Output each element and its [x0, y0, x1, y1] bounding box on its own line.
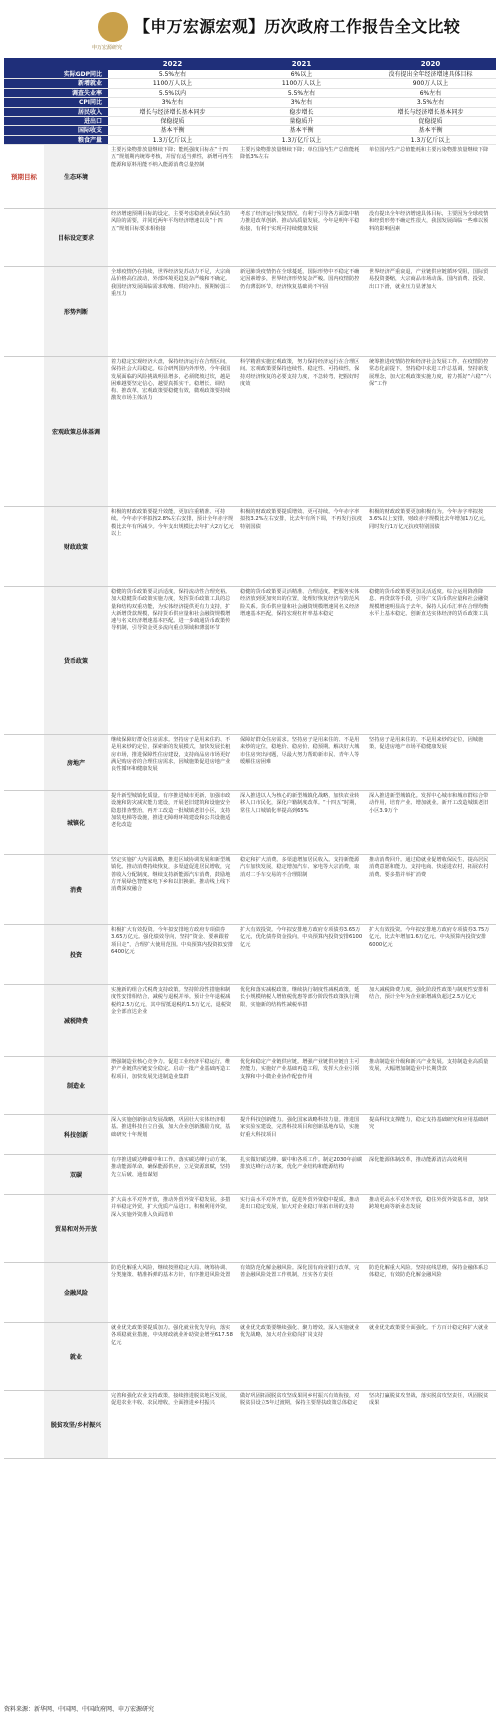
logo-text: 申万宏源研究 [92, 45, 123, 51]
section-topic: 城镇化 [44, 791, 108, 854]
indicator-label: CPI同比 [4, 98, 108, 106]
policy-text-2020: 统筹推进疫情防控和经济社会发展工作，在疫情防控常态化前提下，坚持稳中求进工作总基调，坚持新发展理念，加大宏观政策实施力度，着力抓好“六稳”“六保”工作 [369, 359, 492, 387]
section-row [4, 855, 496, 925]
policy-text-2021: 做好巩固拓展脱贫攻坚成果同乡村振兴有效衔接，对脱贫县设立5年过渡期，保持主要帮扶政策总体稳定 [240, 1393, 360, 1407]
policy-text-2021: 实行高水平对外开放，促进外贸外资稳中提质。推动进出口稳定发展，加大对企业稳订单拓市场的支持 [240, 1197, 360, 1211]
policy-text-2020: 防范化解重大风险。坚持底线思维，保持金融体系总体稳定，有效防范化解金融风险 [369, 1265, 489, 1279]
section-row [4, 1391, 496, 1459]
policy-text-2022: 实施新的组合式税费支持政策。坚持阶段性措施和制度性安排相结合，减税与退税并举。预计全年退税减税约2.5万亿元，其中留抵退税约1.5万亿元，退税资金全部直达企业 [111, 987, 232, 1015]
section-topic: 宏观政策总体基调 [44, 357, 108, 506]
section-row [4, 587, 496, 735]
section-row [4, 1155, 496, 1195]
indicator-value: 1.3万亿斤以上 [152, 136, 193, 144]
year-2021: 2021 [291, 60, 312, 68]
policy-text-2020: 就业优先政策要全面强化。千方百计稳定和扩大就业 [369, 1325, 489, 1332]
policy-text-2022: 增强制造业核心竞争力。促进工业经济平稳运行，维护产业链供应链安全稳定。启动一批产业基础再造工程项目，加快发展先进制造业集群 [111, 1059, 231, 1080]
policy-text-2020: 坚决打赢脱贫攻坚战，落实脱贫攻坚责任，巩固脱贫成果 [369, 1393, 489, 1407]
policy-text-2021: 保障好群众住房需求。坚持房子是用来住的、不是用来炒的定位，稳地价、稳房价、稳预期。解决好大城市住房突出问题，尽最大努力帮助新市民、青年人等缓解住房困难 [240, 737, 360, 765]
section-topic: 形势判断 [44, 267, 108, 356]
policy-text-2021: 积极的财政政策要提质增效、更可持续。今年赤字率拟按3.2%左右安排，比去年有所下调，不再发行抗疫特别国债 [240, 509, 363, 530]
policy-text-2020: 推动消费回升。通过稳就业促增收保民生，提高居民消费意愿和能力。支持电商、快递进农村，拓展农村消费。要多措并举扩消费 [369, 857, 489, 878]
section-row [4, 985, 496, 1057]
section-category [4, 587, 44, 734]
section-row [4, 1115, 496, 1155]
section-topic: 房地产 [44, 735, 108, 790]
key-indicators [4, 70, 496, 145]
policy-text-2021: 新冠肺炎疫情仍在全球蔓延，国际形势中不稳定不确定因素增多，世界经济形势复杂严峻。国内疫情防控仍有薄弱环节，经济恢复基础尚不牢固 [240, 269, 360, 290]
section-topic: 消费 [44, 855, 108, 924]
policy-text-2021: 考虑了经济运行恢复情况，有利于引导各方面集中精力推进改革创新、推动高质量发展。今年是明年平稳衔接，有利于实现可持续健康发展 [240, 211, 360, 232]
section-category [4, 507, 44, 586]
year-header-row [4, 58, 496, 70]
indicator-value: 1100万人以上 [152, 80, 193, 88]
section-category [4, 357, 44, 506]
policy-text-2020: 稳健的货币政策要更加灵活适度。综合运用降准降息、再贷款等手段，引导广义货币供应量和社会融资规模增速明显高于去年。保持人民币汇率在合理均衡水平上基本稳定。创新直达实体经济的货币政策工具 [369, 589, 489, 617]
policy-text-2020: 提高科技支撑能力，稳定支持基础研究和应用基础研究 [369, 1117, 489, 1131]
policy-text-2021: 深入推进以人为核心的新型城镇化战略，加快农业转移人口市民化，深化户籍制度改革。“十四五”时期，常住人口城镇化率提高到65% [240, 793, 360, 814]
indicator-value: 3%左右 [290, 99, 313, 107]
section-row [4, 1263, 496, 1323]
indicator-value: 3.5%左右 [416, 99, 445, 107]
policy-text-2022: 就业优先政策要提质加力。强化就业优先导向，落实各项稳就业措施，中央财政就业补助资金增至617.58亿元 [111, 1325, 233, 1346]
company-logo [98, 12, 128, 42]
section-row [4, 925, 496, 985]
indicator-value: 6%以上 [290, 71, 313, 78]
indicator-value: 3%左右 [161, 99, 184, 107]
section-row [4, 1057, 496, 1115]
section-row [4, 1195, 496, 1263]
section-topic: 双碳 [44, 1155, 108, 1194]
policy-text-2021: 优化和落实减税政策。继续执行制度性减税政策，延长小规模纳税人增值税优惠等部分阶段性政策执行期限，实施新的结构性减税举措 [240, 987, 360, 1008]
indicator-value: 没有提出全年经济增速具体目标 [388, 71, 473, 78]
policy-text-2022: 全球疫情仍在持续，世界经济复苏动力不足，大宗商品价格高位波动，外部环境更趋复杂严峻和不确定。我国经济发展面临需求收缩、供给冲击、预期转弱三重压力 [111, 269, 231, 297]
policy-text-2020: 没有提出全年经济增速具体目标，主要因为全球疫情和经贸形势不确定性很大，我国发展面临一些难以预料的影响因素 [369, 211, 489, 232]
section-topic: 货币政策 [44, 587, 108, 734]
section-row [4, 209, 496, 267]
indicator-value: 基本平衡 [418, 127, 443, 135]
indicator-label: 新增就业 [4, 79, 108, 87]
indicator-value: 5.5%以内 [158, 89, 187, 97]
policy-text-2022: 深入实施创新驱动发展战略，巩固壮大实体经济根基。推进科技自立自强，加大企业创新激励力度，基础研究十年规划 [111, 1117, 231, 1138]
section-category [4, 735, 44, 790]
policy-text-2022: 坚定实施扩大内需战略，推进区域协调发展和新型城镇化。推动消费持续恢复，多渠道促进居民增收，完善收入分配制度。继续支持新能源汽车消费，鼓励地方开展绿色智能家电下乡和以旧换新。推动线上线下消费深度融合 [111, 857, 231, 892]
indicator-value: 900万人以上 [412, 80, 449, 88]
section-row [4, 735, 496, 791]
indicator-value: 基本平衡 [289, 127, 314, 135]
indicator-label: 调查失业率 [4, 89, 108, 97]
section-topic: 制造业 [44, 1057, 108, 1114]
indicator-value: 5.5%左右 [287, 89, 316, 97]
indicator-row [4, 79, 496, 88]
section-topic: 生态环境 [44, 145, 108, 208]
section-category [4, 1195, 44, 1262]
indicator-value: 促稳提质 [418, 117, 443, 125]
section-category [4, 855, 44, 924]
section-category [4, 267, 44, 356]
policy-text-2022: 着力稳定宏观经济大盘，保持经济运行在合理区间，保持社会大局稳定。综合研判国内外形势，今年我国发展面临的风险挑战明显增多，必须爬坡过坎，越是困难越要坚定信心，越要真抓实干。稳增长、调结构、推改革，宏观政策要稳健有效，微观政策要持续激发市场主体活力 [111, 359, 231, 402]
section-topic: 财政政策 [44, 507, 108, 586]
section-category: 预期目标 [11, 173, 37, 182]
policy-text-2021: 扎实做好碳达峰、碳中和各项工作。制定2030年前碳排放达峰行动方案。优化产业结构和能源结构 [240, 1157, 363, 1171]
indicator-value: 5.5%左右 [158, 71, 187, 78]
indicator-value: 6%左右 [419, 89, 442, 97]
section-topic: 投资 [44, 925, 108, 984]
indicator-value: 基本平衡 [160, 127, 185, 135]
indicator-row [4, 89, 496, 98]
section-topic: 就业 [44, 1323, 108, 1390]
policy-text-2022: 主要污染物排放量继续下降；能耗强度目标在“十四五”规划期内统筹考核，并留有适当弹性，新增可再生能源和原料用能不纳入能源消费总量控制 [111, 147, 234, 168]
indicator-label: 实际GDP同比 [4, 70, 108, 78]
indicator-row [4, 126, 496, 135]
policy-text-2020: 推动更高水平对外开放，稳住外贸外资基本盘，加快跨境电商等新业态发展 [369, 1197, 489, 1211]
policy-text-2022: 积极的财政政策要提升效能，更加注重精准、可持续。今年赤字率拟按2.8%左右安排，预计全年赤字规模比去年有所减少。今年支出规模比去年扩大2万亿元以上 [111, 509, 234, 537]
section-category [4, 209, 44, 266]
section-category [4, 985, 44, 1056]
policy-text-2022: 继续保障好群众住房需求。坚持房子是用来住的、不是用来炒的定位，探索新的发展模式，加快发展长租房市场，推进保障性住房建设，支持商品房市场更好满足购房者的合理住房需求，因城施策促进房地产业良性循环和健康发展 [111, 737, 231, 772]
section-row [4, 267, 496, 357]
section-category [4, 1263, 44, 1322]
policy-text-2022: 防范化解重大风险，继续按照稳定大局、统筹协调、分类施策、精准拆弹的基本方针，有序推进风险处置 [111, 1265, 231, 1279]
section-topic: 贸易和对外开放 [44, 1195, 108, 1262]
policy-text-2021: 有效防范化解金融风险。深化国有商业银行改革，完善金融风险处置工作机制，压实各方责任 [240, 1265, 360, 1279]
indicator-label: 进出口 [4, 117, 108, 125]
policy-text-2022: 积极扩大有效投资。今年拟安排地方政府专项债券3.65万亿元。强化绩效导向，坚持“资金、要素跟着项目走”，合理扩大使用范围。中央预算内投资拟安排6400亿元 [111, 927, 234, 955]
indicator-value: 1.3万亿斤以上 [410, 136, 451, 144]
section-category [4, 1057, 44, 1114]
policy-text-2020: 积极的财政政策要更加积极有为。今年赤字率拟按3.6%以上安排，财政赤字规模比去年增加1万亿元，同时发行1万亿元抗疫特别国债 [369, 509, 490, 530]
indicator-label: 粮食产量 [4, 136, 108, 144]
section-category [4, 925, 44, 984]
policy-text-2021: 稳定和扩大消费。多渠道增加居民收入。支持新能源汽车加快发展，稳定增加汽车、家电等大宗消费，取消对二手车交易的不合理限制 [240, 857, 360, 878]
policy-text-2020: 深化能源体制改革，推动能源清洁高效利用 [369, 1157, 468, 1164]
indicator-value: 量稳质升 [289, 117, 314, 125]
policy-text-2022: 完善和强化农业支持政策，接续推进脱贫地区发展，促进农业丰收、农民增收，全面推进乡村振兴 [111, 1393, 231, 1407]
policy-text-2020: 坚持房子是用来住的、不是用来炒的定位，因城施策，促进房地产市场平稳健康发展 [369, 737, 484, 751]
policy-text-2021: 扩大有效投资。今年拟安排地方政府专项债券3.65万亿元，优化债券资金投向，中央预算内投资安排6100亿元 [240, 927, 363, 948]
section-topic: 金融风险 [44, 1263, 108, 1322]
section-topic: 脱贫攻坚/乡村振兴 [44, 1391, 108, 1458]
indicator-row [4, 108, 496, 117]
comparison-table [4, 58, 496, 1459]
policy-text-2021: 主要污染物排放量继续下降；单位国内生产总值能耗降低3%左右 [240, 147, 360, 161]
section-topic: 目标设定要求 [44, 209, 108, 266]
section-category [4, 1115, 44, 1154]
section-category [4, 1391, 44, 1458]
policy-text-2022: 有序推进碳达峰碳中和工作。落实碳达峰行动方案，推动能源革命，确保能源供应，立足资源禀赋，坚持先立后破、通盘谋划 [111, 1157, 231, 1178]
policy-text-2022: 提升新型城镇化质量。有序推进城市更新，加强市政设施和防灾减灾能力建设，开展老旧建筑和设施安全隐患排查整治，再开工改造一批城镇老旧小区，支持加装电梯等设施，推进无障碍环境建设和公共设施适老化改造 [111, 793, 231, 828]
section-topic: 科技创新 [44, 1115, 108, 1154]
indicator-value: 增长与经济增长基本同步 [397, 108, 464, 116]
policy-text-2021: 优化和稳定产业链供应链。增强产业链供应链自主可控能力，实施好产业基础再造工程，发挥大企业引领支撑和中小微企业协作配套作用 [240, 1059, 360, 1080]
indicator-row [4, 117, 496, 126]
policy-text-2020: 单位国内生产总值能耗和主要污染物排放量继续下降 [369, 147, 489, 154]
indicator-label: 居民收入 [4, 108, 108, 116]
policy-text-2022: 稳健的货币政策要灵活适度，保持流动性合理充裕。加大稳健货币政策实施力度，发挥货币政策工具的总量和结构双重功能，为实体经济提供更有力支持，扩大新增贷款规模，保持货币供应量和社会融资规模增速与名义经济增速基本匹配。进一步疏通货币政策传导机制，引导资金更多流向重点领域和薄弱环节 [111, 589, 231, 632]
indicator-row [4, 136, 496, 145]
indicator-value: 稳步增长 [289, 108, 314, 116]
policy-text-2020: 扩大有效投资。今年拟安排地方政府专项债券3.75万亿元，比去年增加1.6万亿元。中央预算内投资安排6000亿元 [369, 927, 490, 948]
section-row [4, 145, 496, 209]
section-category [4, 1155, 44, 1194]
section-topic: 减税降费 [44, 985, 108, 1056]
section-row [4, 791, 496, 855]
header [0, 0, 500, 58]
policy-text-2021: 就业优先政策要继续强化、聚力增效。深入实施就业优先战略，加大对企业稳岗扩岗支持 [240, 1325, 360, 1339]
section-row [4, 1323, 496, 1391]
policy-text-2022: 经济增速预期目标的设定，主要考虑稳就业保民生防风险的需要，并同近两年平均经济增速以及“十四五”规划目标要求相衔接 [111, 211, 231, 232]
section-row [4, 357, 496, 507]
policy-text-2021: 科学精准实施宏观政策，努力保持经济运行在合理区间。宏观政策要保持连续性、稳定性、可持续性，保持对经济恢复的必要支持力度，不急转弯，把握好时度效 [240, 359, 360, 387]
policy-text-2022: 扩大高水平对外开放，推动外贸外资平稳发展。多措并举稳定外贸，扩大优质产品进口。积极利用外资，深入实施外资准入负面清单 [111, 1197, 231, 1218]
policy-text-2020: 世界经济严重衰退，产业链供应链循环受阻，国际贸易投资萎缩，大宗商品市场动荡。国内消费、投资、出口下滑，就业压力显著加大 [369, 269, 489, 290]
section-category [4, 791, 44, 854]
indicator-row [4, 70, 496, 79]
section-category [4, 1323, 44, 1390]
indicator-value: 1100万人以上 [281, 80, 322, 88]
policy-sections [4, 145, 496, 1459]
indicator-value: 增长与经济增长基本同步 [139, 108, 206, 116]
policy-text-2020: 推动制造业升级和新兴产业发展。支持制造业高质量发展，大幅增加制造业中长期贷款 [369, 1059, 489, 1073]
year-2022: 2022 [162, 60, 183, 68]
indicator-row [4, 98, 496, 107]
policy-text-2021: 稳健的货币政策要灵活精准、合理适度。把服务实体经济放到更加突出的位置，处理好恢复经济与防范风险关系。货币供应量和社会融资规模增速同名义经济增速基本匹配，保持宏观杠杆率基本稳定 [240, 589, 360, 617]
page-title: 【申万宏源宏观】历次政府工作报告全文比较 [134, 17, 461, 36]
indicator-value: 保稳提质 [160, 117, 185, 125]
policy-text-2021: 提升科技创新能力。强化国家战略科技力量。推进国家实验室建设，完善科技项目和创新基地布局，实施好重大科技项目 [240, 1117, 360, 1138]
indicator-label: 国际收支 [4, 126, 108, 134]
indicator-value: 1.3万亿斤以上 [281, 136, 322, 144]
section-row [4, 507, 496, 587]
year-2020: 2020 [420, 60, 441, 68]
policy-text-2020: 深入推进新型城镇化。发挥中心城市和城市群综合带动作用，培育产业、增加就业。新开工改造城镇老旧小区3.9万个 [369, 793, 489, 814]
policy-text-2020: 加大减税降费力度。强化阶段性政策与制度性安排相结合，预计全年为企业新增减负超过2.5万亿元 [369, 987, 489, 1001]
source-footer: 资料来源：新华网、中国网、中国政府网、申万宏源研究 [4, 1706, 155, 1713]
